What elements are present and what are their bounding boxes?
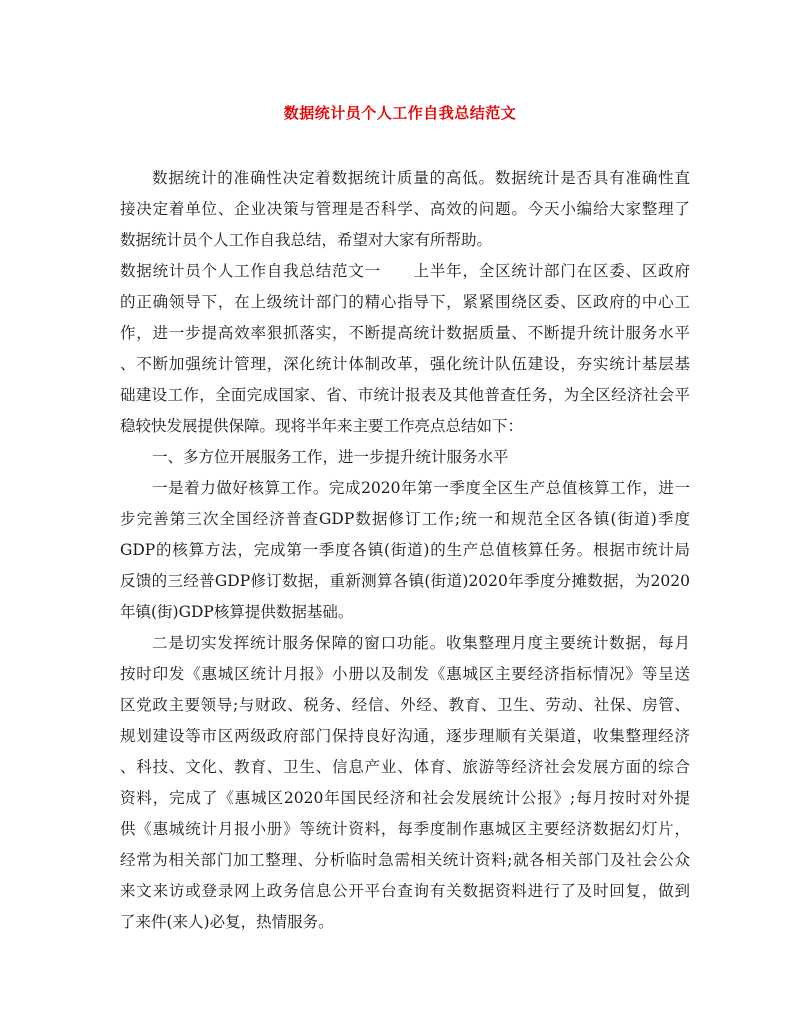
- paragraph-line: 年镇(街)GDP核算提供数据基础。: [120, 603, 354, 621]
- paragraph-line: 二是切实发挥统计服务保障的窗口功能。收集整理月度主要统计数据，每月: [152, 634, 690, 652]
- paragraph-line: 区党政主要领导;与财政、税务、经信、外经、教育、卫生、劳动、社保、房管、: [120, 696, 690, 714]
- paragraph-line: 数据统计的准确性决定着数据统计质量的高低。数据统计是否具有准确性直: [152, 169, 690, 187]
- paragraph-line: 按时印发《惠城区统计月报》小册以及制发《惠城区主要经济指标情况》等呈送: [120, 665, 690, 683]
- paragraph-line: 供《惠城统计月报小册》等统计资料，每季度制作惠城区主要经济数据幻灯片，: [120, 820, 690, 838]
- paragraph-line: 经常为相关部门加工整理、分析临时急需相关统计资料;就各相关部门及社会公众: [120, 851, 690, 869]
- paragraph-line: 了来件(来人)必复，热情服务。: [120, 913, 334, 931]
- paragraph-line: 础建设工作，全面完成国家、省、市统计报表及其他普查任务，为全区经济社会平: [120, 386, 690, 404]
- paragraph-line: 稳较快发展提供保障。现将半年来主要工作亮点总结如下：: [120, 417, 524, 435]
- paragraph-line: 反馈的三经普GDP修订数据，重新测算各镇(街道)2020年季度分摊数据，为2020: [120, 572, 690, 590]
- paragraph-line: 数据统计员个人工作自我总结范文一 上半年，全区统计部门在区委、区政府: [120, 262, 690, 280]
- paragraph-line: 数据统计员个人工作自我总结，希望对大家有所帮助。: [120, 231, 493, 249]
- paragraph-line: 资料，完成了《惠城区2020年国民经济和社会发展统计公报》;每月按时对外提: [120, 789, 690, 807]
- document-title: 数据统计员个人工作自我总结范文: [283, 104, 517, 122]
- paragraph-line: 、科技、文化、教育、卫生、信息产业、体育、旅游等经济社会发展方面的综合: [120, 758, 690, 776]
- paragraph-line: 步完善第三次全国经济普查GDP数据修订工作;统一和规范全区各镇(街道)季度: [120, 510, 690, 528]
- paragraph-line: GDP的核算方法，完成第一季度各镇(街道)的生产总值核算任务。根据市统计局: [120, 541, 690, 559]
- section-heading: 一、多方位开展服务工作，进一步提升统计服务水平: [152, 448, 509, 466]
- paragraph-line: 作，进一步提高效率狠抓落实，不断提高统计数据质量、不断提升统计服务水平: [120, 324, 690, 342]
- paragraph-line: 一是着力做好核算工作。完成2020年第一季度全区生产总值核算工作，进一: [152, 479, 690, 497]
- paragraph-line: 来文来访或登录网上政务信息公开平台查询有关数据资料进行了及时回复，做到: [120, 882, 690, 900]
- paragraph-line: 规划建设等市区两级政府部门保持良好沟通，逐步理顺有关渠道，收集整理经济: [120, 727, 690, 745]
- paragraph-line: 、不断加强统计管理，深化统计体制改革，强化统计队伍建设，夯实统计基层基: [120, 355, 690, 373]
- paragraph-line: 接决定着单位、企业决策与管理是否科学、高效的问题。今天小编给大家整理了: [120, 200, 690, 218]
- paragraph-line: 的正确领导下，在上级统计部门的精心指导下，紧紧围绕区委、区政府的中心工: [120, 293, 690, 311]
